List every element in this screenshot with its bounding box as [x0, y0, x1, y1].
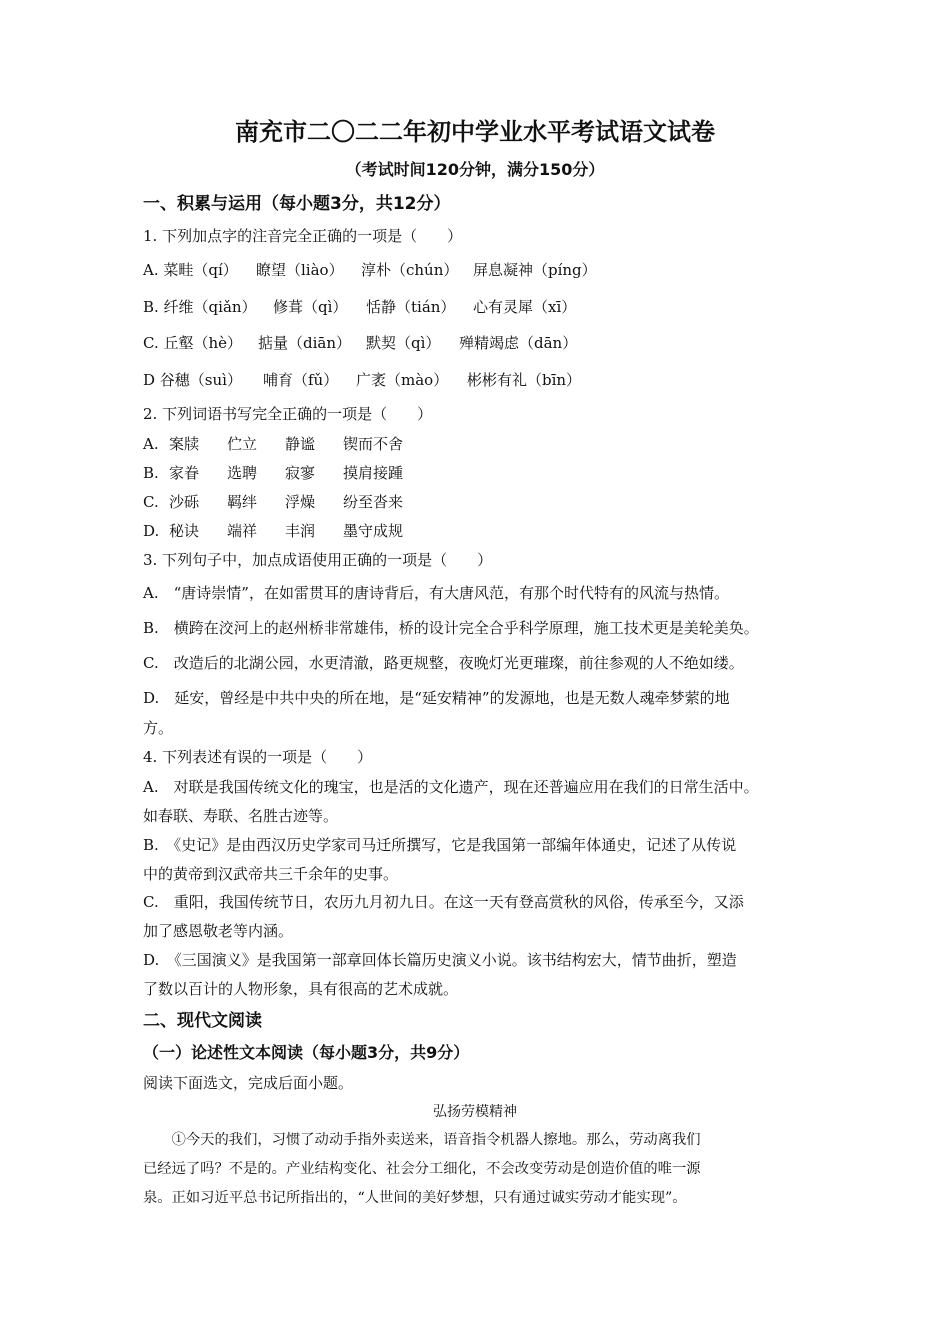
reading-instruction: 阅读下面选文，完成后面小题。 — [143, 1074, 354, 1092]
passage-line-3: 泉。正如习近平总书记所指出的，“人世间的美好梦想，只有通过诚实劳动才能实现”。 — [143, 1190, 687, 1206]
q4-line-1: A. 对联是我国传统文化的瑰宝，也是活的文化遗产，现在还普遍应用在我们的日常生活中。 — [143, 778, 759, 796]
section1-heading: 一、积累与运用（每小题3分，共12分） — [143, 194, 451, 214]
q4-stem: 4. 下列表述有误的一项是（ ） — [143, 748, 373, 766]
q3-option-d-cont: 方。 — [143, 719, 174, 737]
q3-option-a: A. “唐诗崇情”，在如雷贯耳的唐诗背后，有大唐风范，有那个时代特有的风流与热情。 — [143, 584, 729, 602]
exam-info: （考试时间120分钟，满分150分） — [345, 160, 605, 179]
q4-line-4: 中的黄帝到汉武帝共三千余年的史事。 — [143, 865, 399, 883]
passage-line-1: ①今天的我们，习惯了动动手指外卖送来，语音指令机器人擦地。那么，劳动离我们 — [143, 1132, 701, 1148]
q3-option-c: C. 改造后的北湖公园，水更清澈，路更规整，夜晚灯光更璀璨，前往参观的人不绝如缕。 — [143, 654, 744, 672]
q4-line-5: C. 重阳，我国传统节日，农历九月初九日。在这一天有登高赏秋的风俗，传承至今，又添 — [143, 893, 744, 911]
q4-line-8: 了数以百计的人物形象，具有很高的艺术成就。 — [143, 980, 459, 998]
q1-option-b: B. 纤维（qiǎn） 修葺（qì） 恬静（tián） 心有灵犀（xī） — [143, 298, 577, 316]
q1-option-a: A. 菜畦（qí） 瞭望（liào） 淳朴（chún） 屏息凝神（píng） — [143, 261, 597, 279]
q2-stem: 2. 下列词语书写完全正确的一项是（ ） — [143, 405, 433, 423]
passage-line-2: 已经远了吗？不是的。产业结构变化、社会分工细化，不会改变劳动是创造价值的唯一源 — [143, 1161, 701, 1177]
page-title: 南充市二〇二二年初中学业水平考试语文试卷 — [235, 118, 715, 146]
q3-stem: 3. 下列句子中，加点成语使用正确的一项是（ ） — [143, 551, 493, 569]
q1-stem: 1. 下列加点字的注音完全正确的一项是（ ） — [143, 227, 463, 245]
q2-option-a: A. 案牍 伫立 静谧 锲而不舍 — [143, 435, 404, 453]
section2-heading: 二、现代文阅读 — [143, 1011, 262, 1031]
section2-sub-heading: （一）论述性文本阅读（每小题3分，共9分） — [143, 1043, 470, 1062]
q4-line-2: 如春联、寿联、名胜古迹等。 — [143, 807, 339, 825]
q3-option-d: D. 延安，曾经是中共中央的所在地，是“延安精神”的发源地，也是无数人魂牵梦萦的地 — [143, 689, 730, 707]
q2-option-d: D. 秘诀 端祥 丰润 墨守成规 — [143, 522, 404, 540]
q4-line-3: B. 《史记》是由西汉历史学家司马迁所撰写，它是我国第一部编年体通史，记述了从传说 — [143, 836, 737, 854]
passage-title: 弘扬劳模精神 — [433, 1104, 517, 1120]
q1-option-d: D 谷穗（suì） 哺育（fǔ） 广袤（mào） 彬彬有礼（bīn） — [143, 371, 582, 389]
q2-option-b: B. 家眷 选聘 寂寥 摸肩接踵 — [143, 464, 404, 482]
q4-line-6: 加了感恩敬老等内涵。 — [143, 922, 294, 940]
q3-option-b: B. 横跨在洨河上的赵州桥非常雄伟，桥的设计完全合乎科学原理，施工技术更是美轮美奂。 — [143, 619, 759, 637]
q4-line-7: D. 《三国演义》是我国第一部章回体长篇历史演义小说。该书结构宏大，情节曲折，塑造 — [143, 951, 737, 969]
q2-option-c: C. 沙砾 羁绊 浮燥 纷至沓来 — [143, 493, 404, 511]
q1-option-c: C. 丘壑（hè） 掂量（diān） 默契（qì） 殚精竭虑（dān） — [143, 334, 578, 352]
